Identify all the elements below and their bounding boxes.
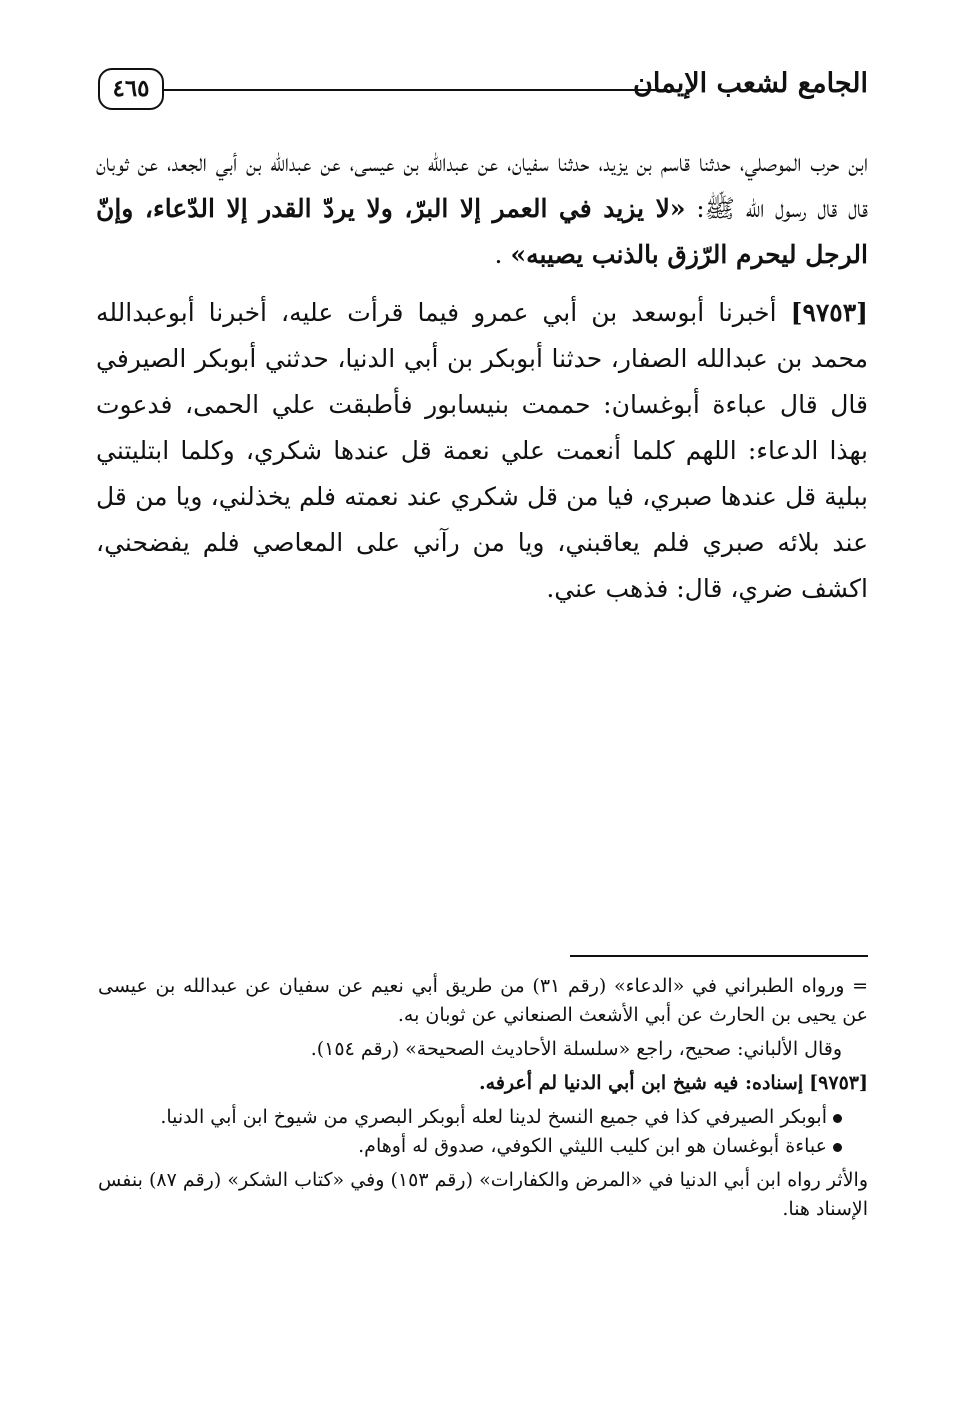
paragraph-end: . [494,240,503,269]
bullet-icon [833,1143,842,1152]
paragraph-text: أخبرنا أبوسعد بن أبي عمرو فيما قرأت عليه، أخبرنا أبوعبدالله محمد بن عبدالله الصفار، حدثنا أبوبكر بن أبي الدنيا، حدثني أبوبكر الصيرفي قال قال عباءة أبوغسان: حممت بنيسابور فأطبقت علي الحمى، فدعوت بهذا الدعاء: اللهم كلما أنعمت علي نعمة قل عندها شكري، وكلما ابتليتني ببلية قل عندها صبري، فيا من قل شكري عند نعمته فلم يخذلني، ويا من قل عند بلائه صبري فلم يعاقبني، ويا من رآني على المعاصي فلم يفضحني، اكشف ضري، قال: فذهب عني. [96,298,868,603]
paragraph-text: ابن حرب الموصلي، حدثنا قاسم بن يزيد، حدثنا سفيان، عن عبدالله بن عيسى، عن [320,148,868,177]
entry-number: [٩٧٥٣] [809,1072,868,1094]
paragraph-hadith [96,140,868,278]
footnote-text: إسناده: فيه شيخ ابن أبي الدنيا لم أعرفه. [479,1072,804,1094]
paragraph-text: عبدالله بن أبي الجعد، عن ثوبان قال قال رسول الله ﷺ: [96,148,868,223]
footnote-text: عباءة أبوغسان هو ابن كليب الليثي الكوفي، صدوق له أوهام. [358,1135,827,1157]
footnote-source: والأثر رواه ابن أبي الدنيا في «المرض والكفارات» (رقم ١٥٣) وفي «كتاب الشكر» (رقم ٨٧) بنفس الإسناد هنا. [98,1169,868,1220]
paragraph-athar [96,290,868,612]
footnote-bullet [98,1103,868,1132]
footnote-text: أبوبكر الصيرفي كذا في جميع النسخ لدينا لعله أبوبكر البصري من شيوخ ابن أبي الدنيا. [160,1106,827,1128]
page-number: ٤٦٥ [98,68,164,110]
hadith-quote: «لا يزيد في العمر إلا البرّ، ولا يردّ القدر إلا الدّعاء، وإنّ الرجل ليحرم الرّزق بالذنب يصيبه» [96,194,868,269]
footnote-albani: وقال الألباني: صحيح، راجع «سلسلة الأحاديث الصحيحة» (رقم ١٥٤). [310,1038,842,1060]
footnote-continuation [98,972,868,1030]
main-text [96,140,868,612]
footnote-isnad [98,1069,868,1098]
footnote-text: = ورواه الطبراني في «الدعاء» (رقم ٣١) من طريق أبي نعيم عن سفيان عن عبدالله بن عيسى عن [98,975,869,1026]
page-header [98,64,868,124]
running-title: الجامع لشعب الإيمان [633,68,868,99]
bullet-icon [833,1114,842,1123]
entry-number: [٩٧٥٣] [790,298,868,327]
footnote-text: يحيى بن الحارث عن أبي الأشعث الصنعاني عن ثوبان به. [397,1004,837,1026]
footnote-rule [570,955,868,957]
footnote-bullet [98,1132,868,1161]
header-rule [164,89,668,91]
footnotes [98,972,868,1229]
